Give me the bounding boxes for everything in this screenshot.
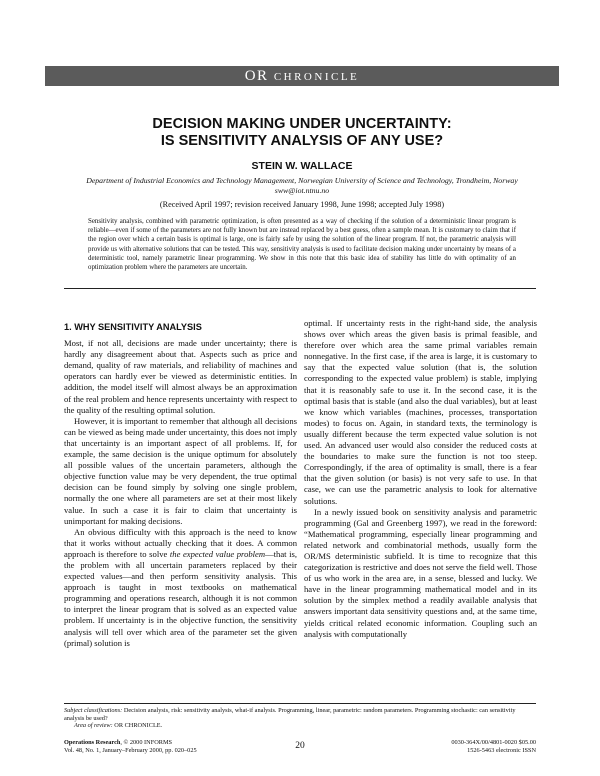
section-banner <box>45 66 559 86</box>
issn-print: 0030-364X/00/4801-0020 $05.00 <box>451 739 536 746</box>
emphasis-text: the expected value problem <box>169 548 266 559</box>
abstract-divider <box>64 288 536 289</box>
copyright: , © 2000 INFORMS <box>120 739 173 746</box>
author-affiliation <box>60 176 544 196</box>
page-footer <box>64 739 536 765</box>
paragraph: Most, if not all, decisions are made under uncertainty; there is hardly any disagreement about that. Aspects such as price and demand, quality of raw materials, and reliability of machines and operators can hardly ever be viewed as deterministic entities. In addition, the model itself will almost always be an approximation of the real problem and hence represents uncertainty with respect to the quality of the resulting optimal solution. <box>64 338 297 415</box>
banner-or: OR <box>244 68 269 84</box>
footnote-divider <box>64 703 536 704</box>
subject-line <box>64 707 536 722</box>
author-name: STEIN W. WALLACE <box>251 160 353 172</box>
area-label: Area of review: <box>74 722 113 730</box>
footer-right <box>451 739 536 755</box>
area-text: OR CHRONICLE. <box>114 722 163 730</box>
affiliation-text: Department of Industrial Economics and Technology Management, Norwegian University of Science and Technology, Trondheim, Norway <box>86 176 518 185</box>
received-dates: (Received April 1997; revision received January 1998, June 1998; accepted July 1998) <box>159 200 445 209</box>
paragraph-text: An obvious difficulty with this approach is the need to know that it works without actually checking that it does. A common approach is therefore to solve <box>64 526 297 559</box>
paragraph: However, it is important to remember that although all decisions can be viewed as being made under uncertainty, this does not imply that uncertainty is an important aspect of all problems. If, for example, the same decision is the unique optimum for absolutely all possible values of the uncertain parameters, although the objective function value may be very dependent, the true optimal decision can be found simply by solving one single problem, normally the one where all parameters are set at their most likely value. In such a case it is fair to claim that uncertainty is unimportant for making decisions. <box>64 415 297 526</box>
volume-info: Vol. 48, No. 1, January–February 2000, pp. 020–025 <box>64 747 197 754</box>
title-line-1: DECISION MAKING UNDER UNCERTAINTY: <box>152 116 452 132</box>
subject-classifications <box>64 707 536 730</box>
banner-chronicle: CHRONICLE <box>273 71 360 83</box>
paragraph: optimal. If uncertainty rests in the right-hand side, the analysis shows over which areas the given basis is primal feasible, and therefore over which area the same primal variables remain nonnegative. In the first case, if the area is large, it is customary to say that the expected value solution (that is, the solution corresponding to the expected value problem) is stable, implying that it is reasonably safe to use it. In the second case, it is the optimal basis that is stable (and also the dual variables), but at least we know which variables (machines, processes, transportation modes) to focus on. Again, in standard texts, the terminology is usually different because the term expected value solution is not used. An advanced user would also consider the reduced costs at the boundaries to make sure the function is not too steep. Correspondingly, if the area of optimality is small, there is a fear that the given solution (or basis) is not very safe to use. In that case, we can use the parametric analysis to look for alternative solutions. <box>304 318 537 506</box>
subject-label: Subject classifications: <box>64 707 123 714</box>
paragraph <box>64 527 297 649</box>
subject-text: Decision analysis, risk: sensitivity analysis, what-if analysis. Programming, linear, parametric: random parameters. Programming stochastic: can sensitivity analysis be used? <box>64 707 516 722</box>
area-line <box>64 722 536 730</box>
page-number: 20 <box>295 741 305 751</box>
title-line-2: IS SENSITIVITY ANALYSIS OF ANY USE? <box>160 133 444 149</box>
journal-name: Operations Research <box>64 739 121 746</box>
paragraph-text: —that is, the problem with all uncertain parameters replaced by their expected values—and then perform sensitivity analysis. This approach is taught in most textbooks on mathematical programming and operations research, although it is not common to interpret the linear program that is solved as an expected value problem. If uncertainty is in the objective function, the sensitivity analysis will tell over which area of the parameter set the given (primal) solution is <box>64 548 298 648</box>
left-column <box>64 322 297 649</box>
abstract: Sensitivity analysis, combined with parametric optimization, is often presented as a way of checking if the solution of a deterministic linear program is reliable—even if some of the parameters are not fully known but are instead replaced by a best guess, often a sample mean. It is customary to claim that if the region over which a certain basis is optimal is large, one is fairly safe by using the solution of the linear program. If not, the parametric analysis will provide us with alternative solutions that can be tested. This way, sensitivity analysis is used to facilitate decision making under uncertainty by means of a deterministic tool, namely parametric linear programming. We show in this note that this basic idea of stability has little do with optimality of an optimization problem where the parameters are uncertain. <box>88 218 516 272</box>
paragraph: In a newly issued book on sensitivity analysis and parametric programming (Gal and Greenberg 1997), we read in the foreword: “Mathematical programming, especially linear programming and related network and combinatorial methods, usually form the OR/MS deterministic subfield. It is time to recognize that this categorization is restrictive and does not serve the field well. Those of us who work in the area are, in a sense, blessed and lucky. We have in the linear programming mathematical model and in its solution by the simplex method a readily available analysis that answers important data sensitivity questions and, at the same time, yields critical related economic information. Coupling such an analysis with computationally <box>304 506 537 639</box>
issn-electronic: 1526-5463 electronic ISSN <box>467 747 536 754</box>
paper-title <box>45 116 559 150</box>
author-email: sww@iot.ntnu.no <box>274 186 330 195</box>
right-column <box>304 318 537 640</box>
section-heading: 1. WHY SENSITIVITY ANALYSIS <box>64 322 202 332</box>
